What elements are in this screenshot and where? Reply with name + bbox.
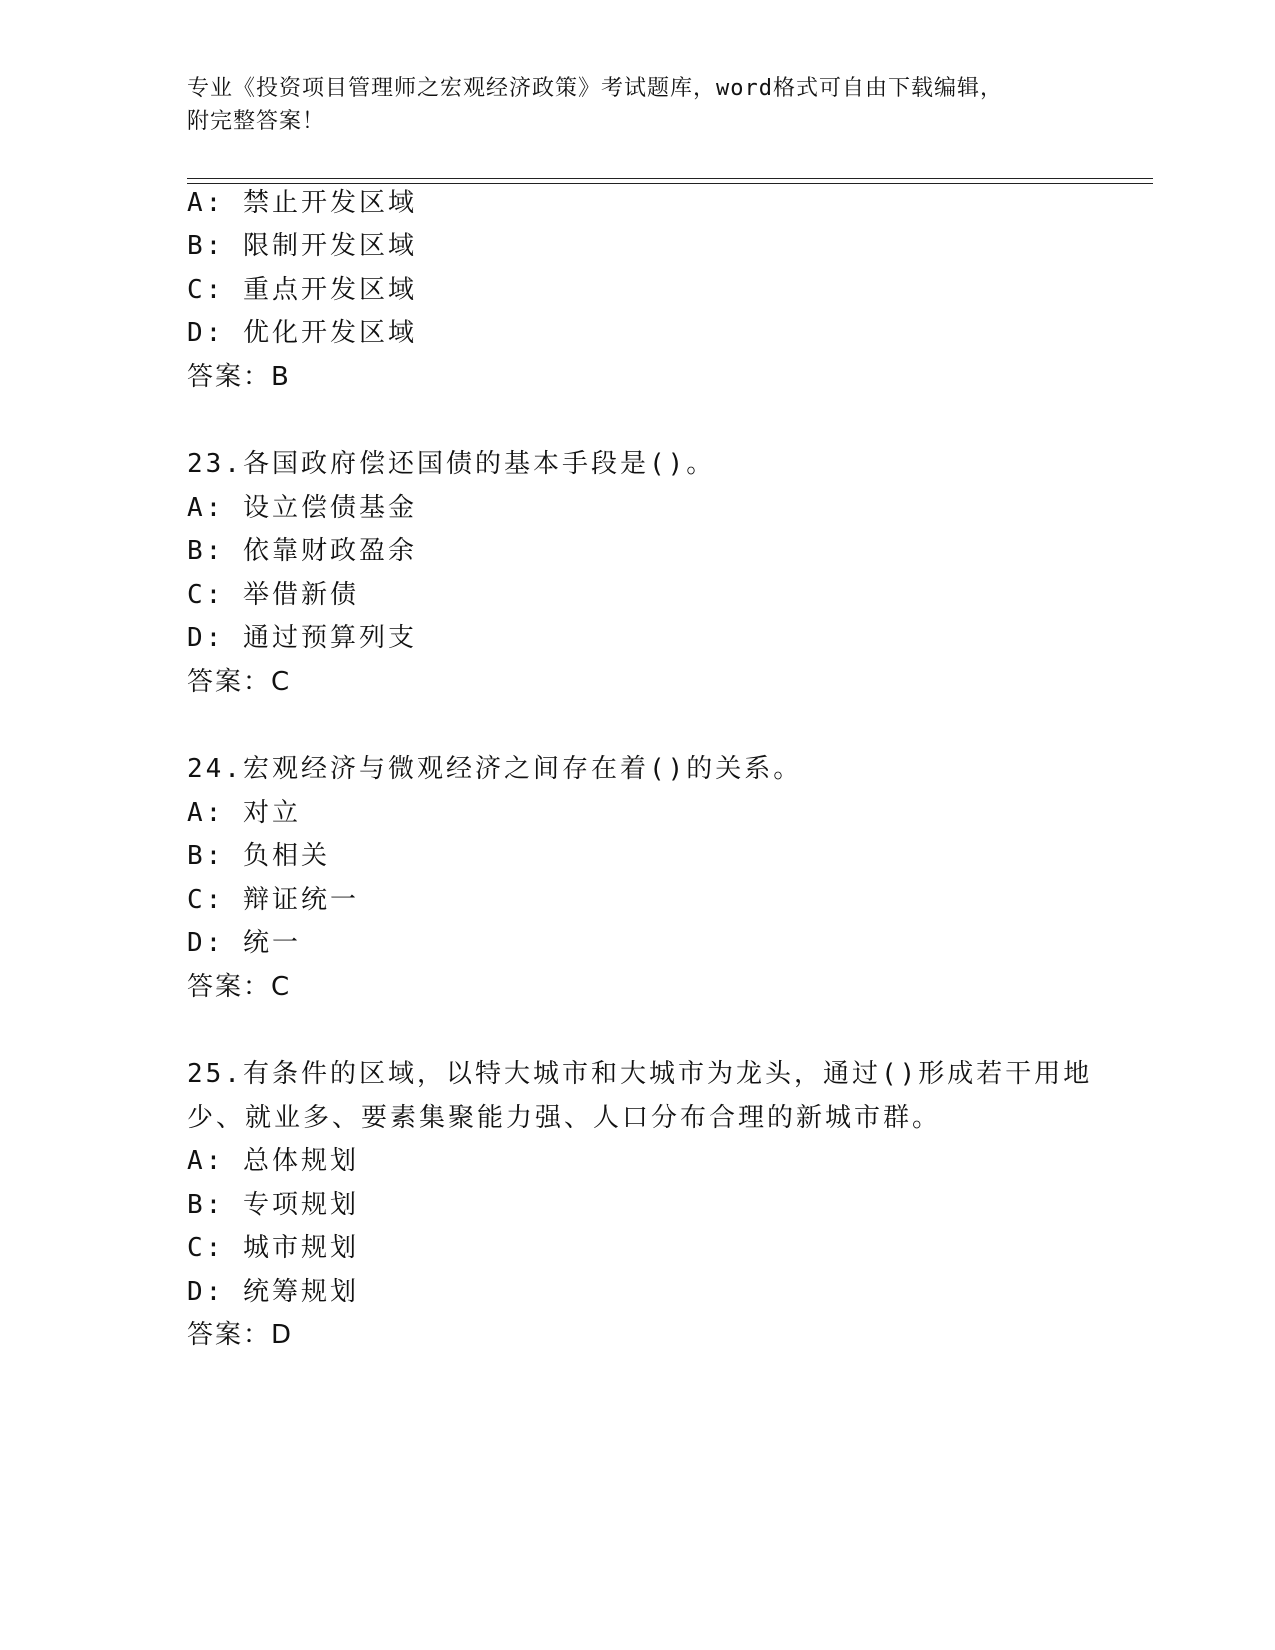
q25-answer: 答案：D [187,1320,294,1350]
q22-answer: 答案：B [187,362,291,392]
q23-stem: 23.各国政府偿还国债的基本手段是()。 [187,449,716,479]
q25-option-d: D: 统筹规划 [187,1277,359,1307]
q23-option-b: B: 依靠财政盈余 [187,536,417,566]
q25-option-c: C: 城市规划 [187,1233,359,1263]
q23-option-a: A: 设立偿债基金 [187,493,417,523]
document-header [187,72,1117,138]
header-title-line-2: 附完整答案！ [187,109,326,134]
header-divider-top [187,178,1153,179]
q24-option-b: B: 负相关 [187,841,330,871]
q24-option-a: A: 对立 [187,798,301,828]
q24-stem: 24.宏观经济与微观经济之间存在着()的关系。 [187,754,803,784]
q24-option-d: D: 统一 [187,928,301,958]
header-title-line: 专业《投资项目管理师之宏观经济政策》考试题库，word格式可自由下载编辑， [187,76,1003,101]
q25-stem-continued: 少、就业多、要素集聚能力强、人口分布合理的新城市群。 [187,1103,942,1133]
q23-option-d: D: 通过预算列支 [187,623,417,653]
q25-stem: 25.有条件的区域，以特大城市和大城市为龙头，通过()形成若干用地 [187,1059,1093,1089]
header-divider-bottom [187,183,1153,184]
q25-option-a: A: 总体规划 [187,1146,359,1176]
q22-option-b: B: 限制开发区域 [187,231,417,261]
q22-option-d: D: 优化开发区域 [187,318,417,348]
q24-option-c: C: 辩证统一 [187,885,359,915]
q23-option-c: C: 举借新债 [187,580,359,610]
q25-option-b: B: 专项规划 [187,1190,359,1220]
q24-answer: 答案：C [187,972,292,1002]
q23-answer: 答案：C [187,667,292,697]
q22-option-c: C: 重点开发区域 [187,275,417,305]
q22-option-a: A: 禁止开发区域 [187,188,417,218]
